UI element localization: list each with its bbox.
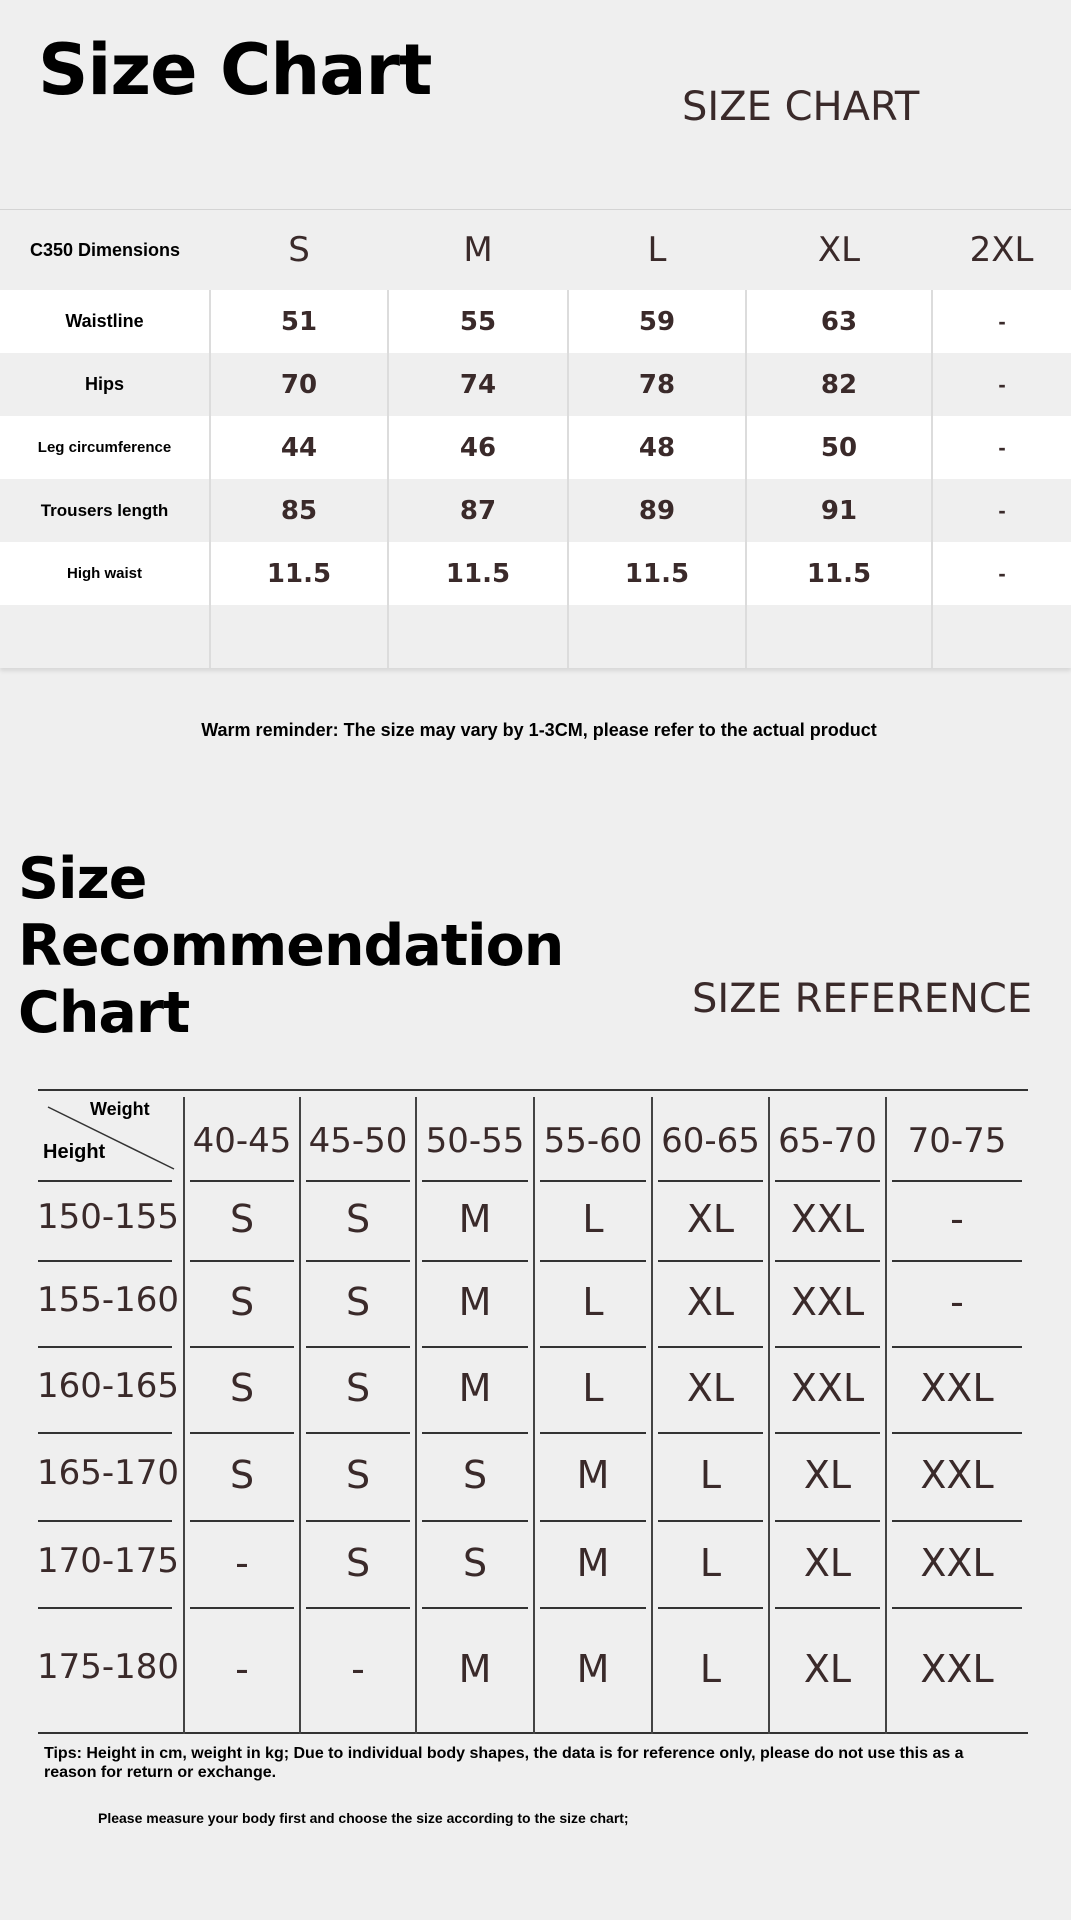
row-divider xyxy=(422,1432,528,1434)
size-cell: XL xyxy=(803,1453,852,1497)
row-divider xyxy=(306,1346,410,1348)
row-divider xyxy=(658,1346,763,1348)
row-divider xyxy=(775,1607,880,1609)
table-cell: - xyxy=(932,479,1071,542)
height-label: 160-165 xyxy=(36,1366,180,1406)
dimensions-header-row xyxy=(0,210,1071,290)
weight-header: 50-55 xyxy=(425,1121,525,1161)
size-cell: S xyxy=(345,1197,371,1241)
row-divider xyxy=(306,1180,410,1182)
table-cell: 89 xyxy=(568,479,746,542)
height-label: 155-160 xyxy=(36,1280,180,1320)
row-divider xyxy=(658,1260,763,1262)
table-cell: 11.5 xyxy=(210,542,388,605)
size-cell: S xyxy=(345,1453,371,1497)
table-row xyxy=(0,416,1071,479)
size-cell: XXL xyxy=(790,1197,865,1241)
row-divider xyxy=(892,1432,1022,1434)
size-cell: XXL xyxy=(920,1647,994,1691)
size-header: S xyxy=(210,210,388,290)
row-divider xyxy=(38,1346,172,1348)
size-chart-title: Size Chart xyxy=(38,29,432,111)
size-cell: S xyxy=(229,1366,255,1410)
measure-note: Please measure your body first and choose the size according to the size chart; xyxy=(98,1810,629,1826)
weight-header: 55-60 xyxy=(543,1121,643,1161)
dimensions-table xyxy=(0,210,1071,668)
row-divider xyxy=(775,1432,880,1434)
row-divider xyxy=(422,1180,528,1182)
row-divider xyxy=(775,1180,880,1182)
row-divider xyxy=(892,1180,1022,1182)
table-row xyxy=(0,542,1071,605)
size-cell: - xyxy=(351,1647,365,1691)
corner-height-label: Height xyxy=(43,1141,106,1163)
size-cell: M xyxy=(458,1197,492,1241)
size-cell: S xyxy=(229,1197,255,1241)
size-cell: M xyxy=(458,1366,492,1410)
size-cell: - xyxy=(950,1280,964,1324)
height-label: 170-175 xyxy=(36,1540,180,1581)
table-cell: 55 xyxy=(388,290,568,353)
size-cell: M xyxy=(576,1647,610,1691)
size-header: XL xyxy=(746,210,932,290)
weight-header: 65-70 xyxy=(778,1121,877,1161)
row-divider xyxy=(190,1346,294,1348)
weight-header: 45-50 xyxy=(308,1121,408,1161)
row-label: Waistline xyxy=(0,290,210,353)
row-divider xyxy=(775,1520,880,1522)
row-divider xyxy=(540,1432,646,1434)
size-cell: L xyxy=(582,1280,604,1324)
empty-cell xyxy=(0,605,210,668)
row-divider xyxy=(658,1607,763,1609)
size-header: M xyxy=(388,210,568,290)
size-cell: XL xyxy=(686,1280,735,1324)
column-divider xyxy=(885,1097,887,1734)
column-divider xyxy=(651,1097,653,1734)
row-divider xyxy=(892,1346,1022,1348)
size-cell: XXL xyxy=(920,1366,994,1410)
size-cell: L xyxy=(699,1647,722,1691)
row-divider xyxy=(422,1607,528,1609)
size-header: L xyxy=(568,210,746,290)
row-divider xyxy=(658,1432,763,1434)
row-divider xyxy=(422,1260,528,1262)
size-cell: XXL xyxy=(790,1280,865,1324)
row-divider xyxy=(422,1520,528,1522)
row-divider xyxy=(306,1432,410,1434)
table-cell: 48 xyxy=(568,416,746,479)
table-cell: 85 xyxy=(210,479,388,542)
height-label: 150-155 xyxy=(36,1197,180,1237)
size-cell: - xyxy=(235,1540,249,1585)
column-divider xyxy=(183,1097,185,1734)
row-divider xyxy=(190,1520,294,1522)
row-divider xyxy=(38,1607,172,1609)
row-divider xyxy=(38,1520,172,1522)
size-cell: S xyxy=(345,1540,371,1585)
empty-cell xyxy=(210,605,388,668)
size-cell: S xyxy=(229,1453,255,1497)
row-divider xyxy=(540,1346,646,1348)
row-divider xyxy=(892,1520,1022,1522)
size-header: 2XL xyxy=(932,210,1071,290)
table-cell: - xyxy=(932,542,1071,605)
weight-header: 70-75 xyxy=(907,1121,1007,1161)
table-cell: 82 xyxy=(746,353,932,416)
column-divider xyxy=(299,1097,301,1734)
table-row xyxy=(0,479,1071,542)
size-cell: XXL xyxy=(920,1540,994,1585)
empty-cell xyxy=(388,605,568,668)
empty-cell xyxy=(568,605,746,668)
row-divider xyxy=(775,1260,880,1262)
table-cell: 74 xyxy=(388,353,568,416)
row-divider xyxy=(306,1607,410,1609)
row-divider xyxy=(190,1260,294,1262)
size-cell: S xyxy=(462,1540,488,1585)
size-cell: M xyxy=(576,1453,610,1497)
row-label: High waist xyxy=(0,542,210,605)
size-cell: XL xyxy=(803,1647,852,1691)
size-cell: L xyxy=(582,1197,604,1241)
row-divider xyxy=(306,1520,410,1522)
size-chart-subtitle: SIZE CHART xyxy=(682,84,920,130)
row-label: Trousers length xyxy=(0,479,210,542)
table-cell: 78 xyxy=(568,353,746,416)
row-divider xyxy=(658,1180,763,1182)
column-divider xyxy=(415,1097,417,1734)
size-cell: XXL xyxy=(790,1366,865,1410)
tips-note: Tips: Height in cm, weight in kg; Due to individual body shapes, the data is for reference only, please do not use this as a reason for return or exchange. xyxy=(44,1745,964,1781)
size-cell: XL xyxy=(803,1540,852,1585)
table-cell: 87 xyxy=(388,479,568,542)
size-cell: S xyxy=(229,1280,255,1324)
table-cell: 44 xyxy=(210,416,388,479)
table-cell: 11.5 xyxy=(568,542,746,605)
size-cell: M xyxy=(458,1647,492,1691)
size-cell: M xyxy=(458,1280,492,1324)
size-cell: XXL xyxy=(920,1453,994,1497)
size-cell: S xyxy=(462,1453,488,1497)
row-divider xyxy=(540,1180,646,1182)
empty-cell xyxy=(746,605,932,668)
empty-cell xyxy=(932,605,1071,668)
row-divider xyxy=(422,1346,528,1348)
size-cell: XL xyxy=(686,1366,735,1410)
table-cell: - xyxy=(932,416,1071,479)
row-label: Hips xyxy=(0,353,210,416)
table-cell: 46 xyxy=(388,416,568,479)
table-row xyxy=(0,290,1071,353)
column-divider xyxy=(533,1097,535,1734)
table-cell: - xyxy=(932,290,1071,353)
size-cell: L xyxy=(582,1366,604,1410)
table-cell: 50 xyxy=(746,416,932,479)
row-divider xyxy=(38,1432,172,1434)
row-divider xyxy=(190,1432,294,1434)
column-divider xyxy=(768,1097,770,1734)
recommendation-subtitle: SIZE REFERENCE xyxy=(692,976,1033,1022)
row-divider xyxy=(306,1260,410,1262)
size-cell: L xyxy=(699,1453,722,1497)
recommendation-table xyxy=(38,1089,1028,1734)
table-row-empty xyxy=(0,605,1071,668)
recommendation-title: Size Recommendation Chart xyxy=(18,846,564,1046)
weight-header: 60-65 xyxy=(661,1121,760,1161)
table-cell: 70 xyxy=(210,353,388,416)
height-label: 165-170 xyxy=(36,1453,180,1493)
row-divider xyxy=(540,1607,646,1609)
row-label: Leg circumference xyxy=(0,416,210,479)
table-cell: 11.5 xyxy=(388,542,568,605)
size-cell: S xyxy=(345,1366,371,1410)
table-cell: 91 xyxy=(746,479,932,542)
row-divider xyxy=(775,1346,880,1348)
size-cell: - xyxy=(235,1647,249,1691)
row-divider xyxy=(540,1520,646,1522)
size-cell: L xyxy=(699,1540,722,1585)
table-cell: 51 xyxy=(210,290,388,353)
row-divider xyxy=(892,1260,1022,1262)
row-divider xyxy=(190,1180,294,1182)
weight-header: 40-45 xyxy=(192,1121,292,1161)
row-divider xyxy=(190,1607,294,1609)
row-divider xyxy=(38,1260,172,1262)
size-cell: - xyxy=(950,1197,964,1241)
table-cell: 11.5 xyxy=(746,542,932,605)
dimensions-corner-label: C350 Dimensions xyxy=(0,210,210,290)
row-divider xyxy=(540,1260,646,1262)
corner-weight-label: Weight xyxy=(90,1099,150,1119)
warm-reminder: Warm reminder: The size may vary by 1-3CM, please refer to the actual product xyxy=(201,720,877,740)
size-cell: S xyxy=(345,1280,371,1324)
table-top-rule xyxy=(38,1089,1028,1091)
row-divider xyxy=(658,1520,763,1522)
row-divider xyxy=(892,1607,1022,1609)
table-cell: - xyxy=(932,353,1071,416)
table-cell: 59 xyxy=(568,290,746,353)
table-cell: 63 xyxy=(746,290,932,353)
table-row xyxy=(0,353,1071,416)
row-divider xyxy=(38,1180,172,1182)
height-label: 175-180 xyxy=(36,1647,180,1687)
size-cell: M xyxy=(576,1540,610,1585)
size-cell: XL xyxy=(686,1197,735,1241)
